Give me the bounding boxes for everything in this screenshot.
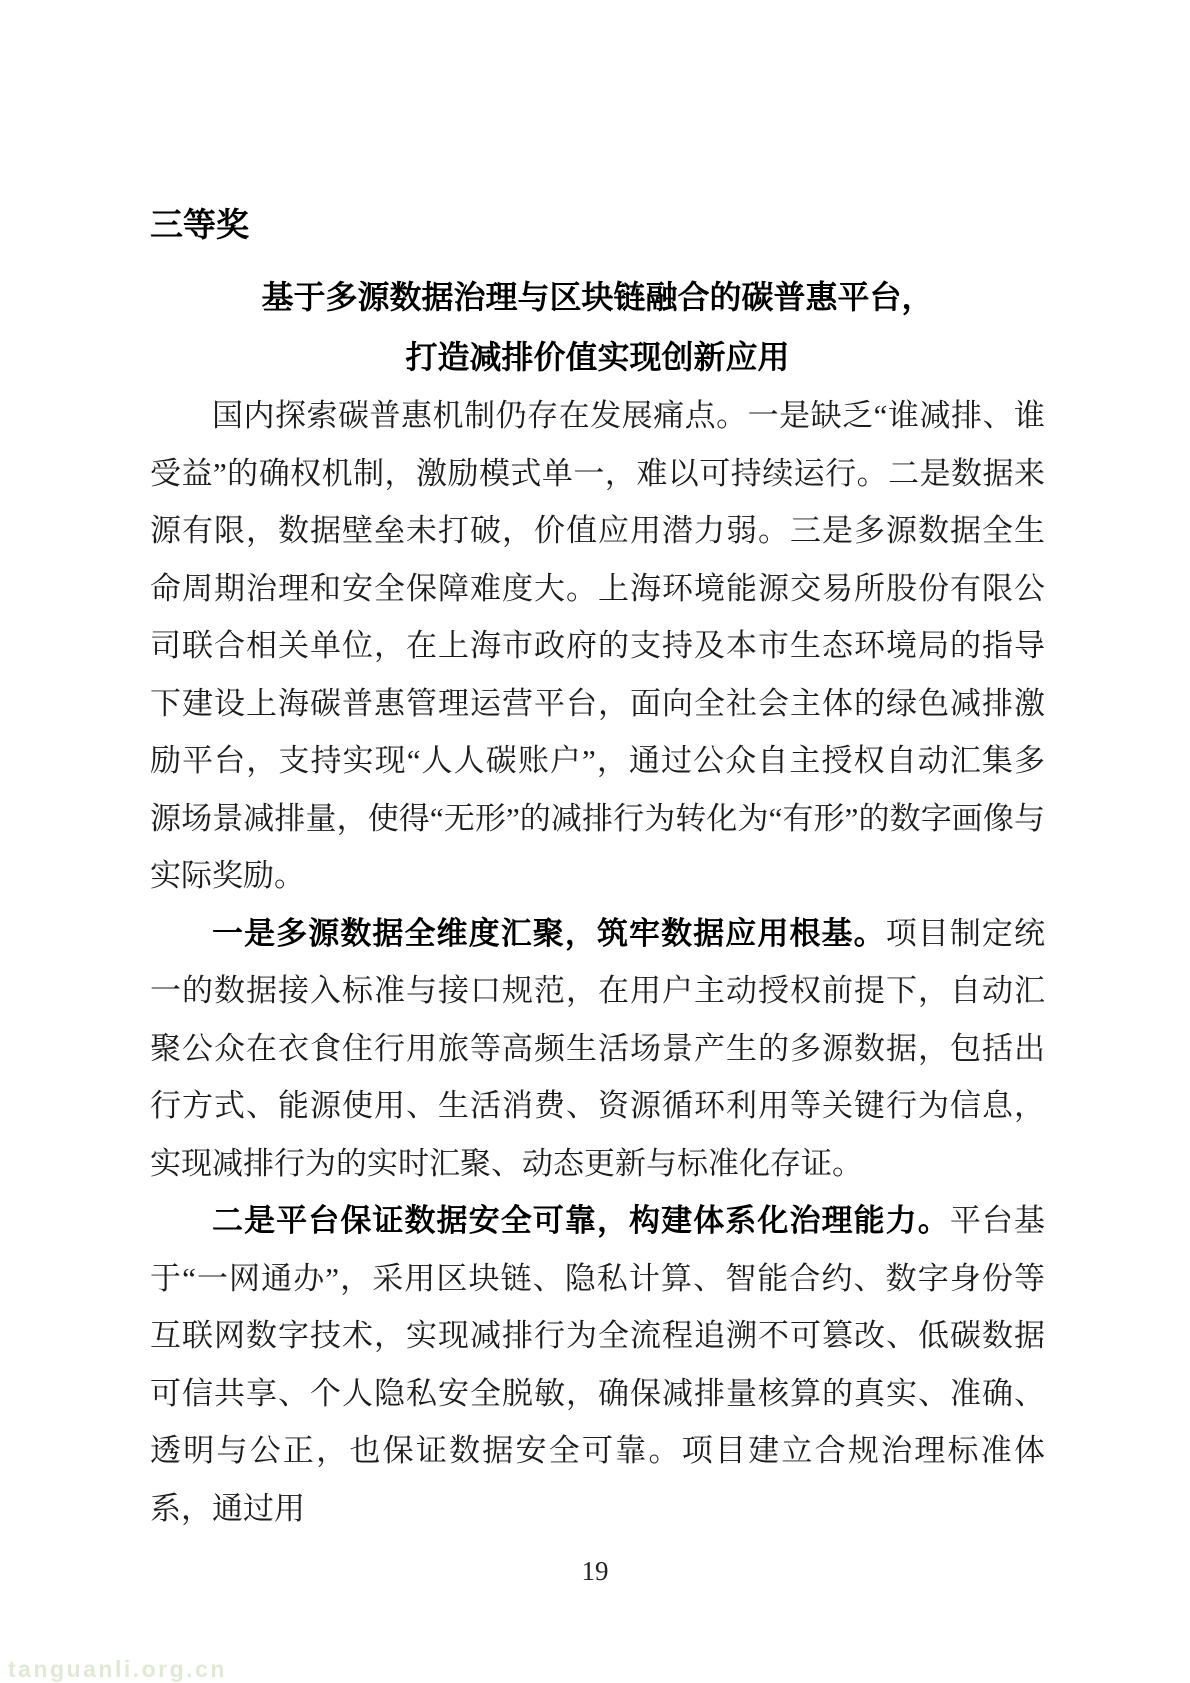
paragraph-point-1-text: 项目制定统一的数据接入标准与接口规范，在用户主动授权前提下，自动汇聚公众在衣食住行用旅等高频生活场景产生的多源数据，包括出行方式、能源使用、生活消费、资源循环利用等关键行为信息，实现减排行为的实时汇聚、动态更新与标准化存证。 <box>150 915 1046 1181</box>
article-title <box>150 267 1045 387</box>
article-title-line-2: 打造减排价值实现创新应用 <box>405 339 790 375</box>
paragraph-point-2 <box>150 1192 1045 1537</box>
paragraph-point-1 <box>150 905 1045 1193</box>
watermark: tanguanli.org.cn <box>8 1656 227 1682</box>
page-number: 19 <box>581 1556 609 1586</box>
paragraph-intro-text: 国内探索碳普惠机制仍存在发展痛点。一是缺乏“谁减排、谁受益”的确权机制，激励模式单一，难以可持续运行。二是数据来源有限，数据壁垒未打破，价值应用潜力弱。三是多源数据全生命周期治理和安全保障难度大。上海环境能源交易所股份有限公司联合相关单位，在上海市政府的支持及本市生态环境局的指导下建设上海碳普惠管理运营平台，面向全社会主体的绿色减排激励平台，支持实现“人人碳账户”，通过公众自主授权自动汇集多源场景减排量，使得“无形”的减排行为转化为“有形”的数字画像与实际奖励。 <box>150 398 1045 893</box>
paragraph-point-1-lead: 一是多源数据全维度汇聚，筑牢数据应用根基。 <box>212 915 886 951</box>
page-content <box>150 0 1045 1537</box>
paragraph-intro <box>150 387 1045 905</box>
award-tier-heading: 三等奖 <box>150 208 249 244</box>
paragraph-point-2-text: 平台基于“一网通办”，采用区块链、隐私计算、智能合约、数字身份等互联网数字技术，实现减排行为全流程追溯不可篡改、低碳数据可信共享、个人隐私安全脱敏，确保减排量核算的真实、准确、透明与公正，也保证数据安全可靠。项目建立合规治理标准体系，通过用 <box>150 1203 1046 1526</box>
paragraph-point-2-lead: 二是平台保证数据安全可靠，构建体系化治理能力。 <box>212 1203 950 1238</box>
article-title-line-1: 基于多源数据治理与区块链融合的碳普惠平台， <box>261 279 934 315</box>
